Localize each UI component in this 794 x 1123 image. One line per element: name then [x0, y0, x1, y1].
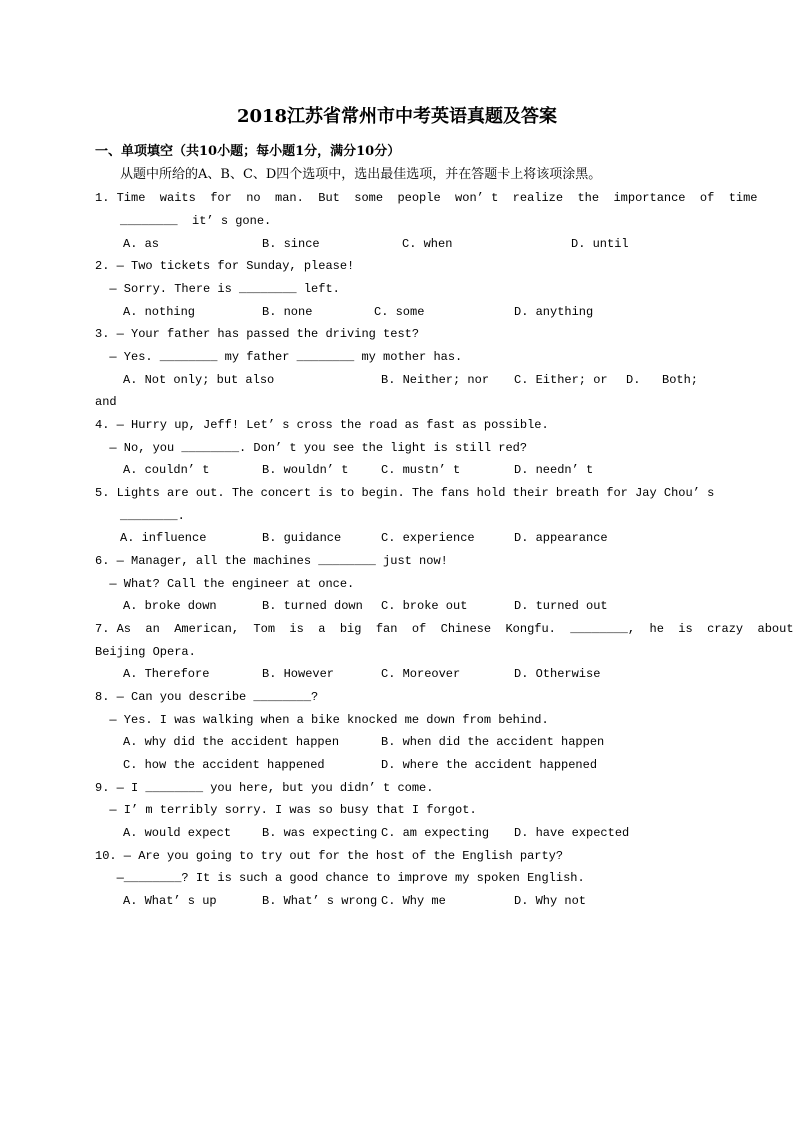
question-1-line-1: 1. Time waits for no man. But some people won’ t realize the importance of time	[95, 191, 758, 205]
question-9-line-1: 9. — I ________ you here, but you didn’ t come.	[95, 781, 434, 795]
question-4-option-b: B. wouldn’ t	[262, 463, 349, 477]
question-1-option-c: C. when	[402, 237, 453, 251]
question-2-line-2: — Sorry. There is ________ left.	[95, 282, 340, 296]
question-9-option-a: A. would expect	[123, 826, 232, 840]
question-8-option-a: A. why did the accident happen	[123, 735, 340, 749]
question-8-line-2: — Yes. I was walking when a bike knocked me down from behind.	[95, 713, 549, 727]
question-5-option-a: A. influence	[120, 531, 207, 545]
question-6-option-a: A. broke down	[123, 599, 217, 613]
question-5-line-2: ________.	[120, 509, 185, 523]
question-5-line-1: 5. Lights are out. The concert is to begin. The fans hold their breath for Jay Chou’ s	[95, 486, 715, 500]
page-title: 2018江苏省常州市中考英语真题及答案	[236, 106, 558, 127]
question-1-option-a: A. as	[123, 237, 160, 251]
question-8-line-1: 8. — Can you describe ________?	[95, 690, 319, 704]
question-10-option-b: B. What’ s wrong	[262, 894, 378, 908]
question-3-option-d: D. Both;	[626, 373, 699, 387]
question-10-option-d: D. Why not	[514, 894, 587, 908]
question-10-option-a: A. What’ s up	[123, 894, 217, 908]
question-2-option-b: B. none	[262, 305, 313, 319]
question-7-option-c: C. Moreover	[381, 667, 461, 681]
question-7-line-1: 7. As an American, Tom is a big fan of Chinese Kongfu. ________, he is crazy about	[95, 622, 794, 636]
question-4-option-d: D. needn’ t	[514, 463, 594, 477]
question-3-option-c: C. Either; or	[514, 373, 608, 387]
question-7-option-d: D. Otherwise	[514, 667, 601, 681]
question-10-line-2: —________? It is such a good chance to improve my spoken English.	[95, 871, 585, 885]
question-4-option-c: C. mustn’ t	[381, 463, 461, 477]
question-2-option-c: C. some	[374, 305, 425, 319]
question-8-option-b: B. when did the accident happen	[381, 735, 605, 749]
question-9-option-c: C. am expecting	[381, 826, 490, 840]
question-10-line-1: 10. — Are you going to try out for the host of the English party?	[95, 849, 564, 863]
question-6-option-b: B. turned down	[262, 599, 363, 613]
question-2-option-d: D. anything	[514, 305, 594, 319]
question-1-line-2: ________ it’ s gone.	[120, 214, 272, 228]
question-2-line-1: 2. — Two tickets for Sunday, please!	[95, 259, 355, 273]
question-3-option-a: A. Not only; but also	[123, 373, 275, 387]
question-10-option-c: C. Why me	[381, 894, 446, 908]
question-7-line-2: Beijing Opera.	[95, 645, 196, 659]
question-3-option-b: B. Neither; nor	[381, 373, 490, 387]
question-4-line-1: 4. — Hurry up, Jeff! Let’ s cross the road as fast as possible.	[95, 418, 549, 432]
section-instruction: 从题中所给的A、B、C、D四个选项中，选出最佳选项，并在答题卡上将该项涂黑。	[120, 167, 602, 182]
question-6-option-d: D. turned out	[514, 599, 608, 613]
question-5-option-c: C. experience	[381, 531, 475, 545]
question-5-option-b: B. guidance	[262, 531, 342, 545]
question-6-line-1: 6. — Manager, all the machines ________ just now!	[95, 554, 448, 568]
question-5-option-d: D. appearance	[514, 531, 608, 545]
question-6-line-2: — What? Call the engineer at once.	[95, 577, 355, 591]
question-9-option-d: D. have expected	[514, 826, 630, 840]
question-9-line-2: — I’ m terribly sorry. I was so busy that I forgot.	[95, 803, 477, 817]
question-2-option-a: A. nothing	[123, 305, 196, 319]
question-7-option-b: B. However	[262, 667, 335, 681]
question-1-option-b: B. since	[262, 237, 320, 251]
question-8-option-d: D. where the accident happened	[381, 758, 598, 772]
question-9-option-b: B. was expecting	[262, 826, 378, 840]
question-7-option-a: A. Therefore	[123, 667, 210, 681]
question-8-option-c: C. how the accident happened	[123, 758, 325, 772]
section-heading: 一、单项填空（共10小题；每小题1分，满分10分）	[95, 144, 401, 159]
question-3-line-2: — Yes. ________ my father ________ my mother has.	[95, 350, 463, 364]
question-4-line-2: — No, you ________. Don’ t you see the light is still red?	[95, 441, 528, 455]
question-6-option-c: C. broke out	[381, 599, 468, 613]
question-1-option-d: D. until	[571, 237, 629, 251]
question-3-line-1: 3. — Your father has passed the driving test?	[95, 327, 420, 341]
question-3-option-d-wrap: and	[95, 395, 117, 409]
question-4-option-a: A. couldn’ t	[123, 463, 210, 477]
